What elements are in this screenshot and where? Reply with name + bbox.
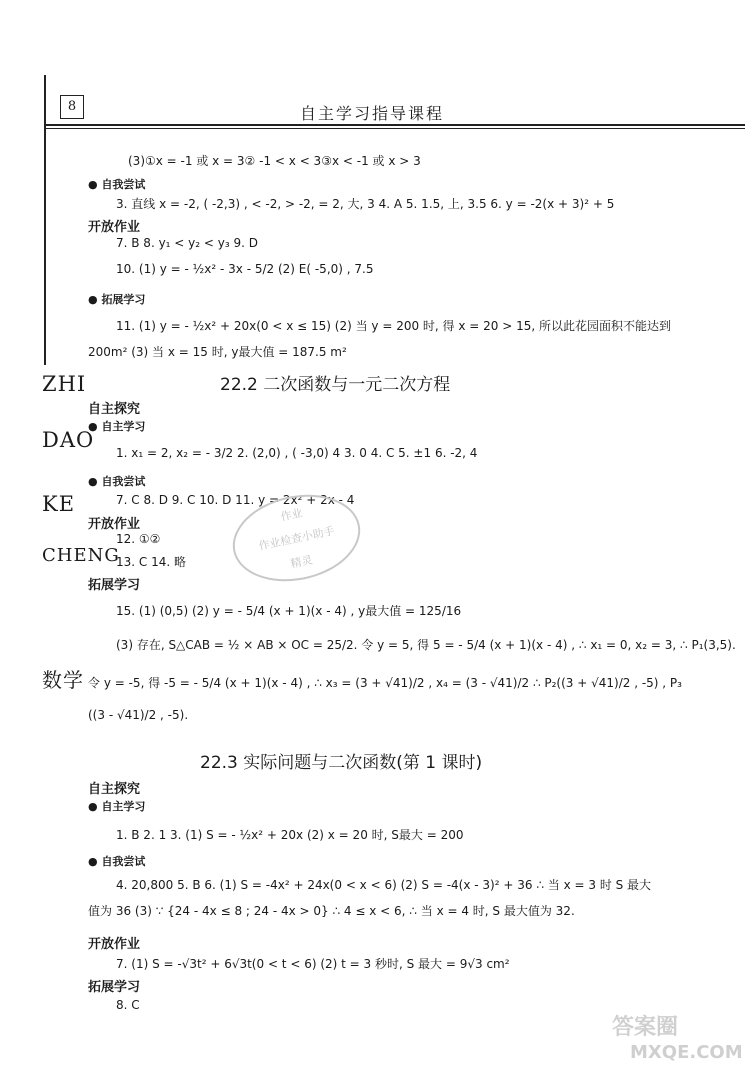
answer-line: 10. (1) y = - ½x² - 3x - 5/2 (2) E( -5,0) , 7.5 — [116, 262, 374, 276]
answer-line: 12. ①② — [116, 532, 161, 546]
subheading: ● 自主学习 — [88, 800, 146, 813]
answer-line: 15. (1) (0,5) (2) y = - 5/4 (x + 1)(x - 4) , y最大值 = 125/16 — [116, 604, 462, 618]
answer-line: 令 y = -5, 得 -5 = - 5/4 (x + 1)(x - 4) , ∴ x₃ = (3 + √41)/2 , x₄ = (3 - √41)/2 ∴ P₂((3 + √41)/2 , -5) , P₃ — [88, 676, 682, 690]
subheading: ● 自我尝试 — [88, 475, 146, 488]
page-number: 8 — [60, 95, 84, 119]
answer-line: (3)①x = -1 或 x = 3② -1 < x < 3③x < -1 或 x > 3 — [128, 154, 421, 168]
answer-line: 4. 20,800 5. B 6. (1) S = -4x² + 24x(0 < x < 6) (2) S = -4(x - 3)² + 36 ∴ 当 x = 3 时 S 最大 — [116, 878, 652, 892]
corner-watermark-url: MXQE.COM — [630, 1042, 743, 1063]
side-text-subject: 数学 — [42, 668, 84, 692]
section-heading: 拓展学习 — [88, 980, 141, 995]
side-text-ke: KE — [42, 492, 76, 516]
answer-line: 11. (1) y = - ½x² + 20x(0 < x ≤ 15) (2) 当 y = 200 时, 得 x = 20 > 15, 所以此花园面积不能达到 — [116, 319, 672, 333]
answer-line: 值为 36 (3) ∵ {24 - 4x ≤ 8 ; 24 - 4x > 0} ∴ 4 ≤ x < 6, ∴ 当 x = 4 时, S 最大值为 32. — [88, 904, 575, 918]
section-heading: 开放作业 — [88, 220, 141, 235]
subheading: ● 自我尝试 — [88, 855, 146, 868]
margin-rule — [44, 75, 46, 365]
answer-line: (3) 存在, S△CAB = ½ × AB × OC = 25/2. 令 y = 5, 得 5 = - 5/4 (x + 1)(x - 4) , ∴ x₁ = 0, x₂ = 3, ∴ P₁(3,5). — [116, 638, 736, 652]
answer-line: 7. (1) S = -√3t² + 6√3t(0 < t < 6) (2) t = 3 秒时, S 最大 = 9√3 cm² — [116, 957, 510, 971]
section-heading: 开放作业 — [88, 517, 141, 532]
answer-line: 1. x₁ = 2, x₂ = - 3/2 2. (2,0) , ( -3,0) 4 3. 0 4. C 5. ±1 6. -2, 4 — [116, 446, 478, 460]
subheading: ● 拓展学习 — [88, 293, 146, 306]
section-title: 22.3 实际问题与二次函数(第 1 课时) — [200, 753, 483, 773]
side-text-zhi: ZHI — [42, 372, 87, 396]
section-heading: 拓展学习 — [88, 578, 141, 593]
answer-line: 13. C 14. 略 — [116, 555, 186, 569]
running-title: 自主学习指导课程 — [300, 104, 445, 123]
answer-line: ((3 - √41)/2 , -5). — [88, 708, 189, 722]
side-text-cheng: CHENG — [42, 545, 120, 566]
answer-line: 200m² (3) 当 x = 15 时, y最大值 = 187.5 m² — [88, 345, 347, 359]
header-rule — [45, 124, 745, 126]
section-heading: 自主探究 — [88, 782, 141, 797]
header-rule-thin — [45, 128, 745, 129]
answer-line: 8. C — [116, 998, 140, 1012]
side-text-dao: DAO — [42, 428, 95, 452]
answer-line: 7. B 8. y₁ < y₂ < y₃ 9. D — [116, 236, 258, 250]
answer-line: 3. 直线 x = -2, ( -2,3) , < -2, > -2, = 2, 大, 3 4. A 5. 1.5, 上, 3.5 6. y = -2(x + 3)² + 5 — [116, 197, 615, 211]
section-title: 22.2 二次函数与一元二次方程 — [220, 375, 451, 395]
subheading: ● 自我尝试 — [88, 178, 146, 191]
subheading: ● 自主学习 — [88, 420, 146, 433]
stamp-watermark: 作业 作业检查小助手 精灵 — [225, 484, 369, 593]
answer-line: 7. C 8. D 9. C 10. D 11. y = 2x² + 2x - 4 — [116, 493, 355, 507]
answer-line: 1. B 2. 1 3. (1) S = - ½x² + 20x (2) x = 20 时, S最大 = 200 — [116, 828, 464, 842]
section-heading: 自主探究 — [88, 402, 141, 417]
corner-watermark: 答案圈 — [612, 1015, 679, 1040]
section-heading: 开放作业 — [88, 937, 141, 952]
